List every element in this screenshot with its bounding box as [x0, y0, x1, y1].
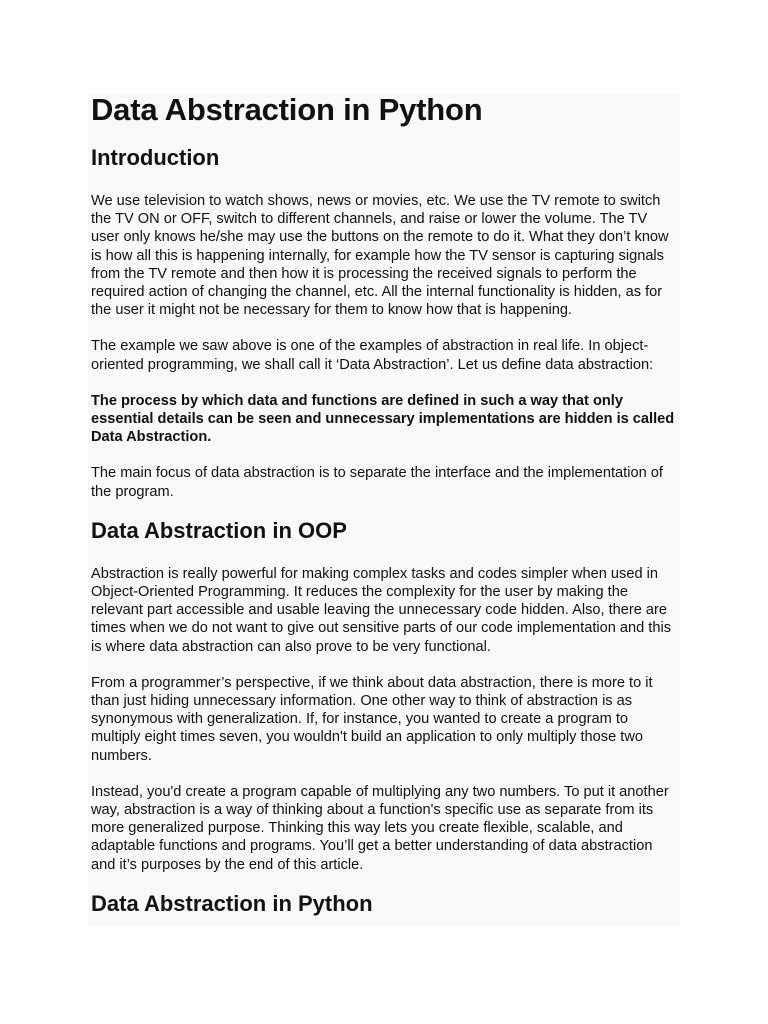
document-content — [91, 90, 675, 918]
paragraph-oop-powerful: Abstraction is really powerful for making complex tasks and codes simpler when used in Object-Oriented Programming. It reduces the complexity for the user by making the relevant part accessible and usable leaving the unnecessary code hidden. Also, there are times when we do not want to give out sensitive parts of our code implementation and this is where data abstraction can also prove to be very functional. — [91, 565, 672, 655]
paragraph-abstraction-real-life: The example we saw above is one of the examples of abstraction in real life. In object-oriented programming, we shall call it ‘Data Abstraction’. Let us define data abstraction: — [91, 338, 654, 373]
heading-introduction: Introduction — [91, 145, 220, 170]
paragraph-tv-example: We use television to watch shows, news or movies, etc. We use the TV remote to switch the TV ON or OFF, switch to different channels, and raise or lower the volume. The TV user only knows he/she may use the buttons on the remote to do it. What they don’t know is how all this is happening internally, for example how the TV sensor is capturing signals from the TV remote and then how it is processing the received signals to perform the required action of changing the channel, etc. All the internal functionality is hidden, as for the user it might not be necessary for them to know how that is happening. — [91, 193, 669, 319]
paragraph-programmer-perspective: From a programmer’s perspective, if we think about data abstraction, there is more to it than just hiding unnecessary information. One other way to think of abstraction is as synonymous with generalization. If, for instance, you wanted to create a program to multiply eight times seven, you wouldn't build an application to only multiply those two numbers. — [91, 674, 653, 764]
paragraph-main-focus: The main focus of data abstraction is to separate the interface and the implementation of the program. — [91, 465, 663, 500]
definition-data-abstraction: The process by which data and functions are defined in such a way that only essential details can be seen and unnecessary implementations are hidden is called Data Abstraction. — [91, 392, 675, 446]
document-title: Data Abstraction in Python — [91, 92, 483, 127]
paragraph-generalization: Instead, you'd create a program capable of multiplying any two numbers. To put it another way, abstraction is a way of thinking about a function's specific use as separate from its more generalized purpose. Thinking this way lets you create flexible, scalable, and adaptable functions and programs. You’ll get a better understanding of data abstraction and it’s purposes by the end of this article. — [91, 783, 669, 873]
heading-data-abstraction-python: Data Abstraction in Python — [91, 890, 373, 916]
heading-data-abstraction-oop: Data Abstraction in OOP — [91, 517, 347, 543]
